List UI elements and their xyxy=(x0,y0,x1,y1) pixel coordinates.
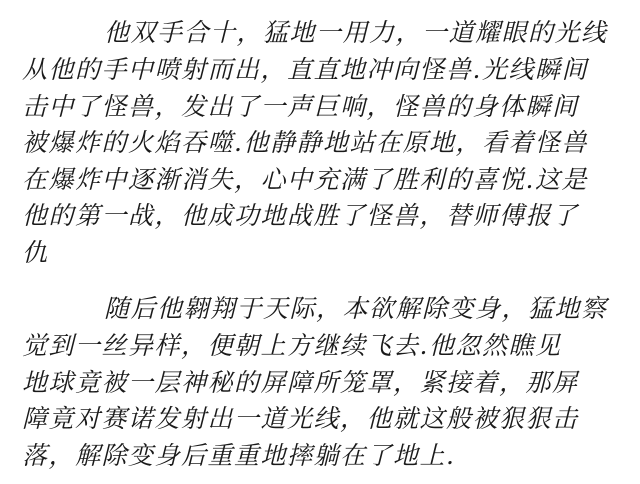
text-line: 被爆炸的火焰吞噬.他静静地站在原地，看着怪兽 xyxy=(22,128,588,157)
text-line: 在爆炸中逐渐消失，心中充满了胜利的喜悦.这是 xyxy=(22,165,588,194)
text-line: 从他的手中喷射而出，直直地冲向怪兽.光线瞬间 xyxy=(22,55,588,84)
text-line: 觉到一丝异样，便朝上方继续飞去.他忽然瞧见 xyxy=(22,331,562,360)
text-line: 他的第一战，他成功地战胜了怪兽，替师傅报了 xyxy=(22,201,579,230)
text-line: 击中了怪兽，发出了一声巨响，怪兽的身体瞬间 xyxy=(22,92,579,121)
text-line: 仇 xyxy=(22,238,49,267)
text-line: 落，解除变身后重重地摔躺在了地上. xyxy=(22,441,456,470)
text-line: 他双手合十，猛地一用力，一道耀眼的光线 xyxy=(104,18,608,47)
text-line: 障竟对赛诺发射出一道光线，他就这般被狠狠击 xyxy=(22,404,579,433)
text-line: 随后他翱翔于天际，本欲解除变身，猛地察 xyxy=(104,294,608,323)
text-line: 地球竟被一层神秘的屏障所笼罩，紧接着，那屏 xyxy=(22,368,579,397)
